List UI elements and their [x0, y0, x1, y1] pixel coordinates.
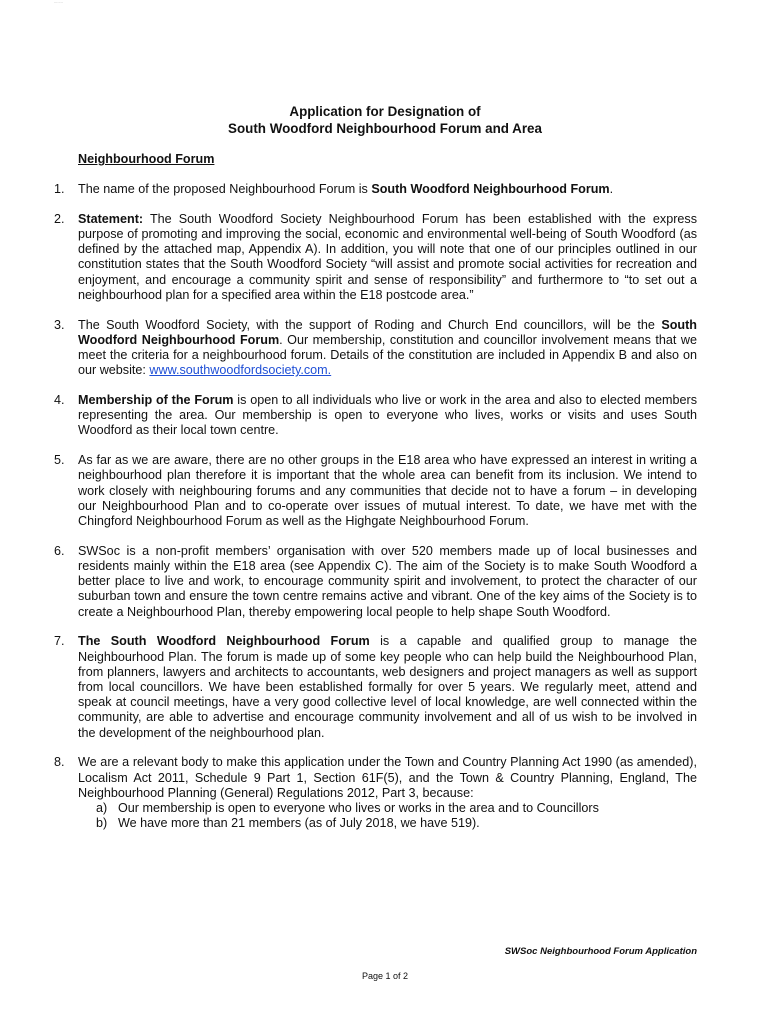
item-text — [78, 318, 697, 379]
title-line-2: South Woodford Neighbourhood Forum and Area — [228, 121, 542, 136]
item-text — [78, 544, 697, 620]
item-text — [78, 453, 697, 529]
text-run: The South Woodford Society, with the support of Roding and Church End councillors, will be the — [78, 317, 662, 332]
text-run: The South Woodford Society Neighbourhood Forum has been established with the express purpose of promoting and improving the social, economic and environmental well-being of South Woodford (as defined by the attached map, Appendix A). In addition, you will note that one of our principles outlined in our constitution states that the South Woodford Society “will assist and promote social activities for recreation and enjoyment, and encourage a community spirit and sense of responsibility” and furthermore to “to set out a neighbourhood plan for a specified area within the E18 postcode area.” — [78, 211, 697, 302]
sub-item — [96, 801, 697, 816]
text-run: The name of the proposed Neighbourhood Forum is — [78, 182, 372, 196]
item-number: 3. — [54, 317, 65, 332]
list-item — [54, 634, 697, 740]
item-number: 7. — [54, 634, 65, 649]
item-number: 1. — [54, 182, 65, 196]
text-run: We are a relevant body to make this application under the Town and Country Planning Act 1990 (as amended), Localism Act 2011, Schedule 9 Part 1, Section 61F(5), and the Town & Country Planning, England, The Neighbourhood Planning (General) Regulations 2012, Part 3, because: — [78, 755, 697, 800]
sub-item-text: We have more than 21 members (as of July 2018, we have 519). — [118, 816, 480, 831]
footer-title: SWSoc Neighbourhood Forum Application — [504, 946, 697, 957]
text-run: is open to all individuals who live or work in the area and also to elected members representing the area. Our membership is open to everyone who lives, works or visits and uses South Woodford as their local town centre. — [78, 393, 697, 438]
bold-text: South Woodford Neighbourhood Forum — [371, 182, 610, 196]
bold-text: Membership of the Forum — [78, 393, 234, 408]
text-run: SWSoc is a non-profit members’ organisation with over 520 members made up of local businesses and residents mainly within the E18 area (see Appendix C). The aim of the Society is to make South Woodford a better place to live and work, to encourage community spirit and involvement, to protect the character of our suburban town and ensure the town centre remains active and vibrant. One of the key aims of the Society is to create a Neighbourhood Plan, thereby empowering local people to help shape South Woodford. — [78, 543, 697, 619]
numbered-list — [54, 182, 697, 846]
page-title — [0, 103, 770, 137]
bold-text: The South Woodford Neighbourhood Forum — [78, 634, 370, 649]
list-item — [54, 318, 697, 379]
list-item — [54, 393, 697, 439]
text-run: As far as we are aware, there are no other groups in the E18 area who have expressed an interest in writing a neighbourhood plan therefore it is important that the whole area can benefit from its inclusion. We intend to work closely with neighbouring forums and any communities that decide not to have a forum – in developing our Neighbourhood Plan and to co-operate over issues of mutual interest. To date, we have met with the Chingford Neighbourhood Forum as well as the Highgate Neighbourhood Forum. — [78, 453, 697, 529]
list-item — [54, 544, 697, 620]
list-item — [54, 212, 697, 303]
list-item — [54, 182, 697, 197]
item-text — [78, 634, 697, 740]
item-text — [78, 182, 697, 197]
item-text — [78, 393, 697, 439]
sub-item — [96, 816, 697, 831]
sub-item-text: Our membership is open to everyone who lives or works in the area and to Councillors — [118, 801, 599, 816]
bold-text: South Woodford Neighbourhood Forum — [78, 317, 697, 347]
text-run: . — [609, 182, 614, 196]
title-line-1: Application for Designation of — [289, 104, 481, 119]
text-run: . Our membership, constitution and councillor involvement means that we meet the criteria for a neighbourhood forum. Details of the constitution are included in Appendix B and also on our website: — [78, 332, 697, 378]
item-number: 6. — [54, 543, 65, 558]
item-text — [78, 755, 697, 831]
sub-item-letter: a) — [96, 801, 108, 816]
item-number: 2. — [54, 211, 65, 226]
item-number: 5. — [54, 453, 65, 468]
section-heading: Neighbourhood Forum — [78, 152, 215, 166]
list-item — [54, 755, 697, 831]
item-number: 4. — [54, 393, 65, 408]
bold-text: Statement: — [78, 211, 144, 226]
corner-mark: ........ — [54, 0, 63, 4]
sub-item-letter: b) — [96, 816, 108, 831]
list-item — [54, 453, 697, 529]
page-number: Page 1 of 2 — [361, 971, 409, 981]
item-text — [78, 212, 697, 303]
item-number: 8. — [54, 755, 65, 770]
text-run: is a capable and qualified group to manage the Neighbourhood Plan. The forum is made up of some key people who can help build the Neighbourhood Plan, from planners, lawyers and architects to accountants, web designers and project managers as well as support from local councillors. We have been established formally for over 5 years. We regularly meet, attend and speak at council meetings, have a very good collective level of local knowledge, are well connected within the community, are able to advertise and encourage community involvement and all of us wish to be involved in the development of the neighbourhood plan. — [78, 634, 697, 740]
website-link[interactable]: www.southwoodfordsociety.com. — [149, 363, 332, 378]
